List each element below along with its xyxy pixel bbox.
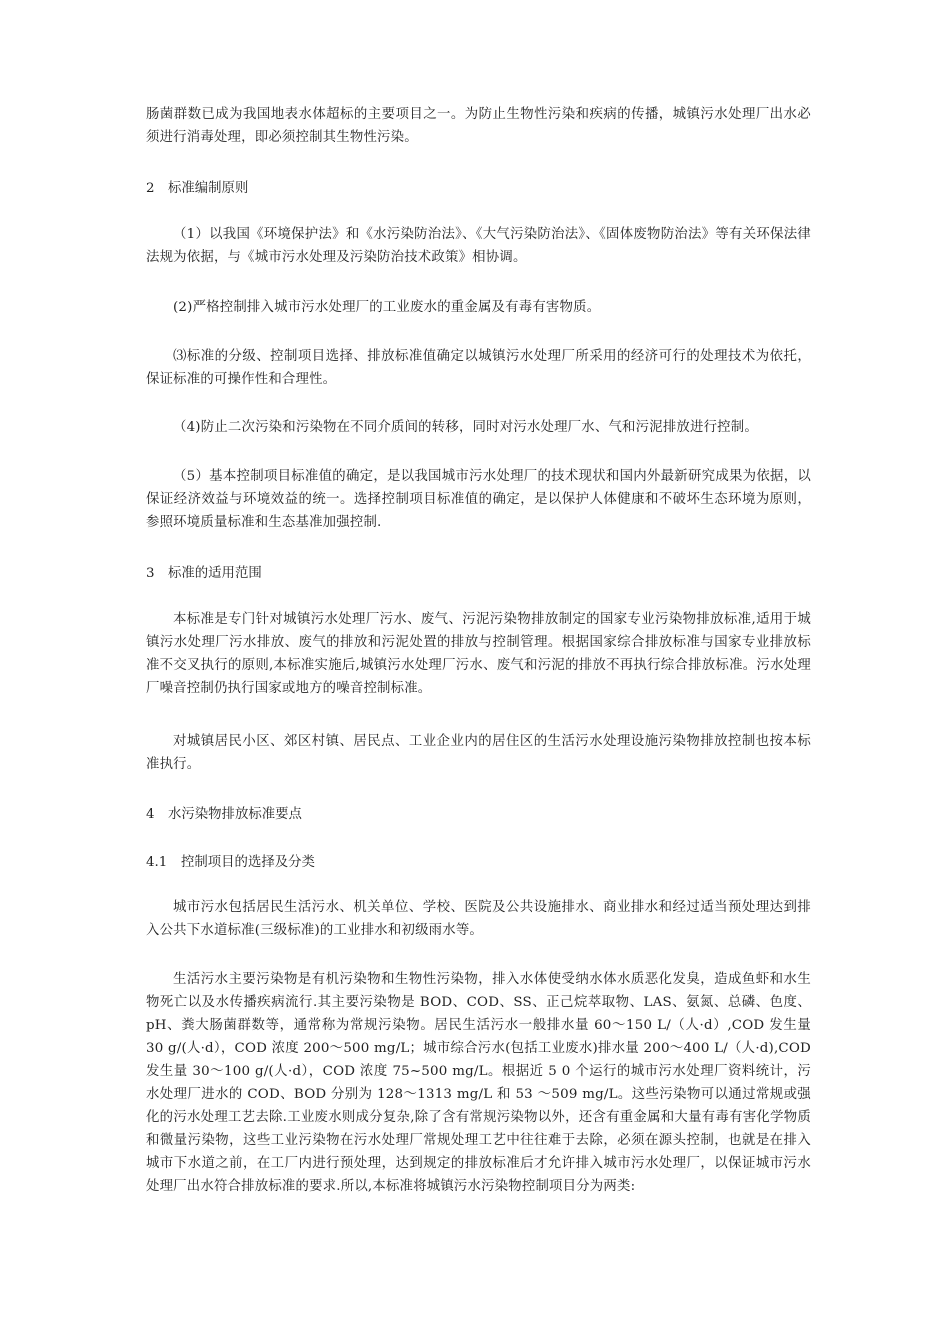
- scope-paragraph-2: 对城镇居民小区、郊区村镇、居民点、工业企业内的居住区的生活污水处理设施污染物排放控制也按本标准执行。: [146, 734, 811, 772]
- section-4-1-number: 4.1: [146, 855, 168, 870]
- principle-1-paragraph: （1）以我国《环境保护法》和《水污染防治法》、《大气污染防治法》、《固体废物防治法》等有关环保法律法规为依据，与《城市污水处理及污染防治技术政策》相协调。: [146, 227, 811, 265]
- principle-2-paragraph: (2)严格控制排入城市污水处理厂的工业废水的重金属及有毒有害物质。: [173, 300, 601, 315]
- section-2-title: 标准编制原则: [168, 181, 249, 196]
- section-2-heading: [146, 177, 248, 200]
- section-4-number: 4: [146, 807, 155, 822]
- section-4-1-heading: [146, 851, 315, 874]
- section-2-number: 2: [146, 181, 155, 196]
- principle-4-paragraph: （4)防止二次污染和污染物在不同介质间的转移，同时对污水处理厂水、气和污泥排放进行控制。: [173, 420, 758, 435]
- section-3-number: 3: [146, 566, 155, 581]
- scope-paragraph-1: 本标准是专门针对城镇污水处理厂污水、废气、污泥污染物排放制定的国家专业污染物排放标准,适用于城镇污水处理厂污水排放、废气的排放和污泥处置的排放与控制管理。根据国家综合排放标准与国家专业排放标准不交叉执行的原则,本标准实施后,城镇污水处理厂污水、废气和污泥的排放不再执行综合排放标准。污水处理厂噪音控制仍执行国家或地方的噪音控制标准。: [146, 612, 811, 696]
- intro-paragraph: 肠菌群数已成为我国地表水体超标的主要项目之一。为防止生物性污染和疾病的传播，城镇污水处理厂出水必须进行消毒处理，即必须控制其生物性污染。: [146, 107, 811, 145]
- section-4-title: 水污染物排放标准要点: [168, 807, 302, 822]
- section-4-1-title: 控制项目的选择及分类: [181, 855, 315, 870]
- section-4-heading: [146, 803, 302, 826]
- control-items-paragraph-1: 城市污水包括居民生活污水、机关单位、学校、医院及公共设施排水、商业排水和经过适当预处理达到排入公共下水道标准(三级标准)的工业排水和初级雨水等。: [146, 900, 811, 938]
- principle-5-paragraph: （5）基本控制项目标准值的确定，是以我国城市污水处理厂的技术现状和国内外最新研究成果为依据，以保证经济效益与环境效益的统一。选择控制项目标准值的确定，是以保护人体健康和不破坏生态环境为原则，参照环境质量标准和生态基准加强控制.: [146, 469, 811, 530]
- control-items-paragraph-2: 生活污水主要污染物是有机污染物和生物性污染物，排入水体使受纳水体水质恶化发臭，造成鱼虾和水生物死亡以及水传播疾病流行.其主要污染物是 BOD、COD、SS、正己烷萃取物、LAS、氨氮、总磷、色度、pH、粪大肠菌群数等，通常称为常规污染物。居民生活污水一般排水量 60～150 L/（人·d）,COD 发生量 30 g/(人·d），COD 浓度 200～500 mg/L；城市综合污水(包括工业废水)排水量 200～400 L/（人·d),COD 发生量 30～100 g/(人·d），COD 浓度 75~500 mg/L。根据近 5 0 个运行的城市污水处理厂资料统计，污水处理厂进水的 COD、BOD 分别为 128～1313 mg/L 和 53 ～509 mg/L。这些污染物可以通过常规或强化的污水处理工艺去除.工业废水则成分复杂,除了含有常规污染物以外，还含有重金属和大量有毒有害化学物质和微量污染物，这些工业污染物在污水处理厂常规处理工艺中往往难于去除，必须在源头控制，也就是在排入城市下水道之前，在工厂内进行预处理，达到规定的排放标准后才允许排入城市污水处理厂，以保证城市污水处理厂出水符合排放标准的要求.所以,本标准将城镇污水污染物控制项目分为两类:: [146, 972, 811, 1194]
- section-3-title: 标准的适用范围: [168, 566, 262, 581]
- section-3-heading: [146, 562, 262, 585]
- principle-3-paragraph: ⑶标准的分级、控制项目选择、排放标准值确定以城镇污水处理厂所采用的经济可行的处理技术为依托，保证标准的可操作性和合理性。: [146, 349, 811, 387]
